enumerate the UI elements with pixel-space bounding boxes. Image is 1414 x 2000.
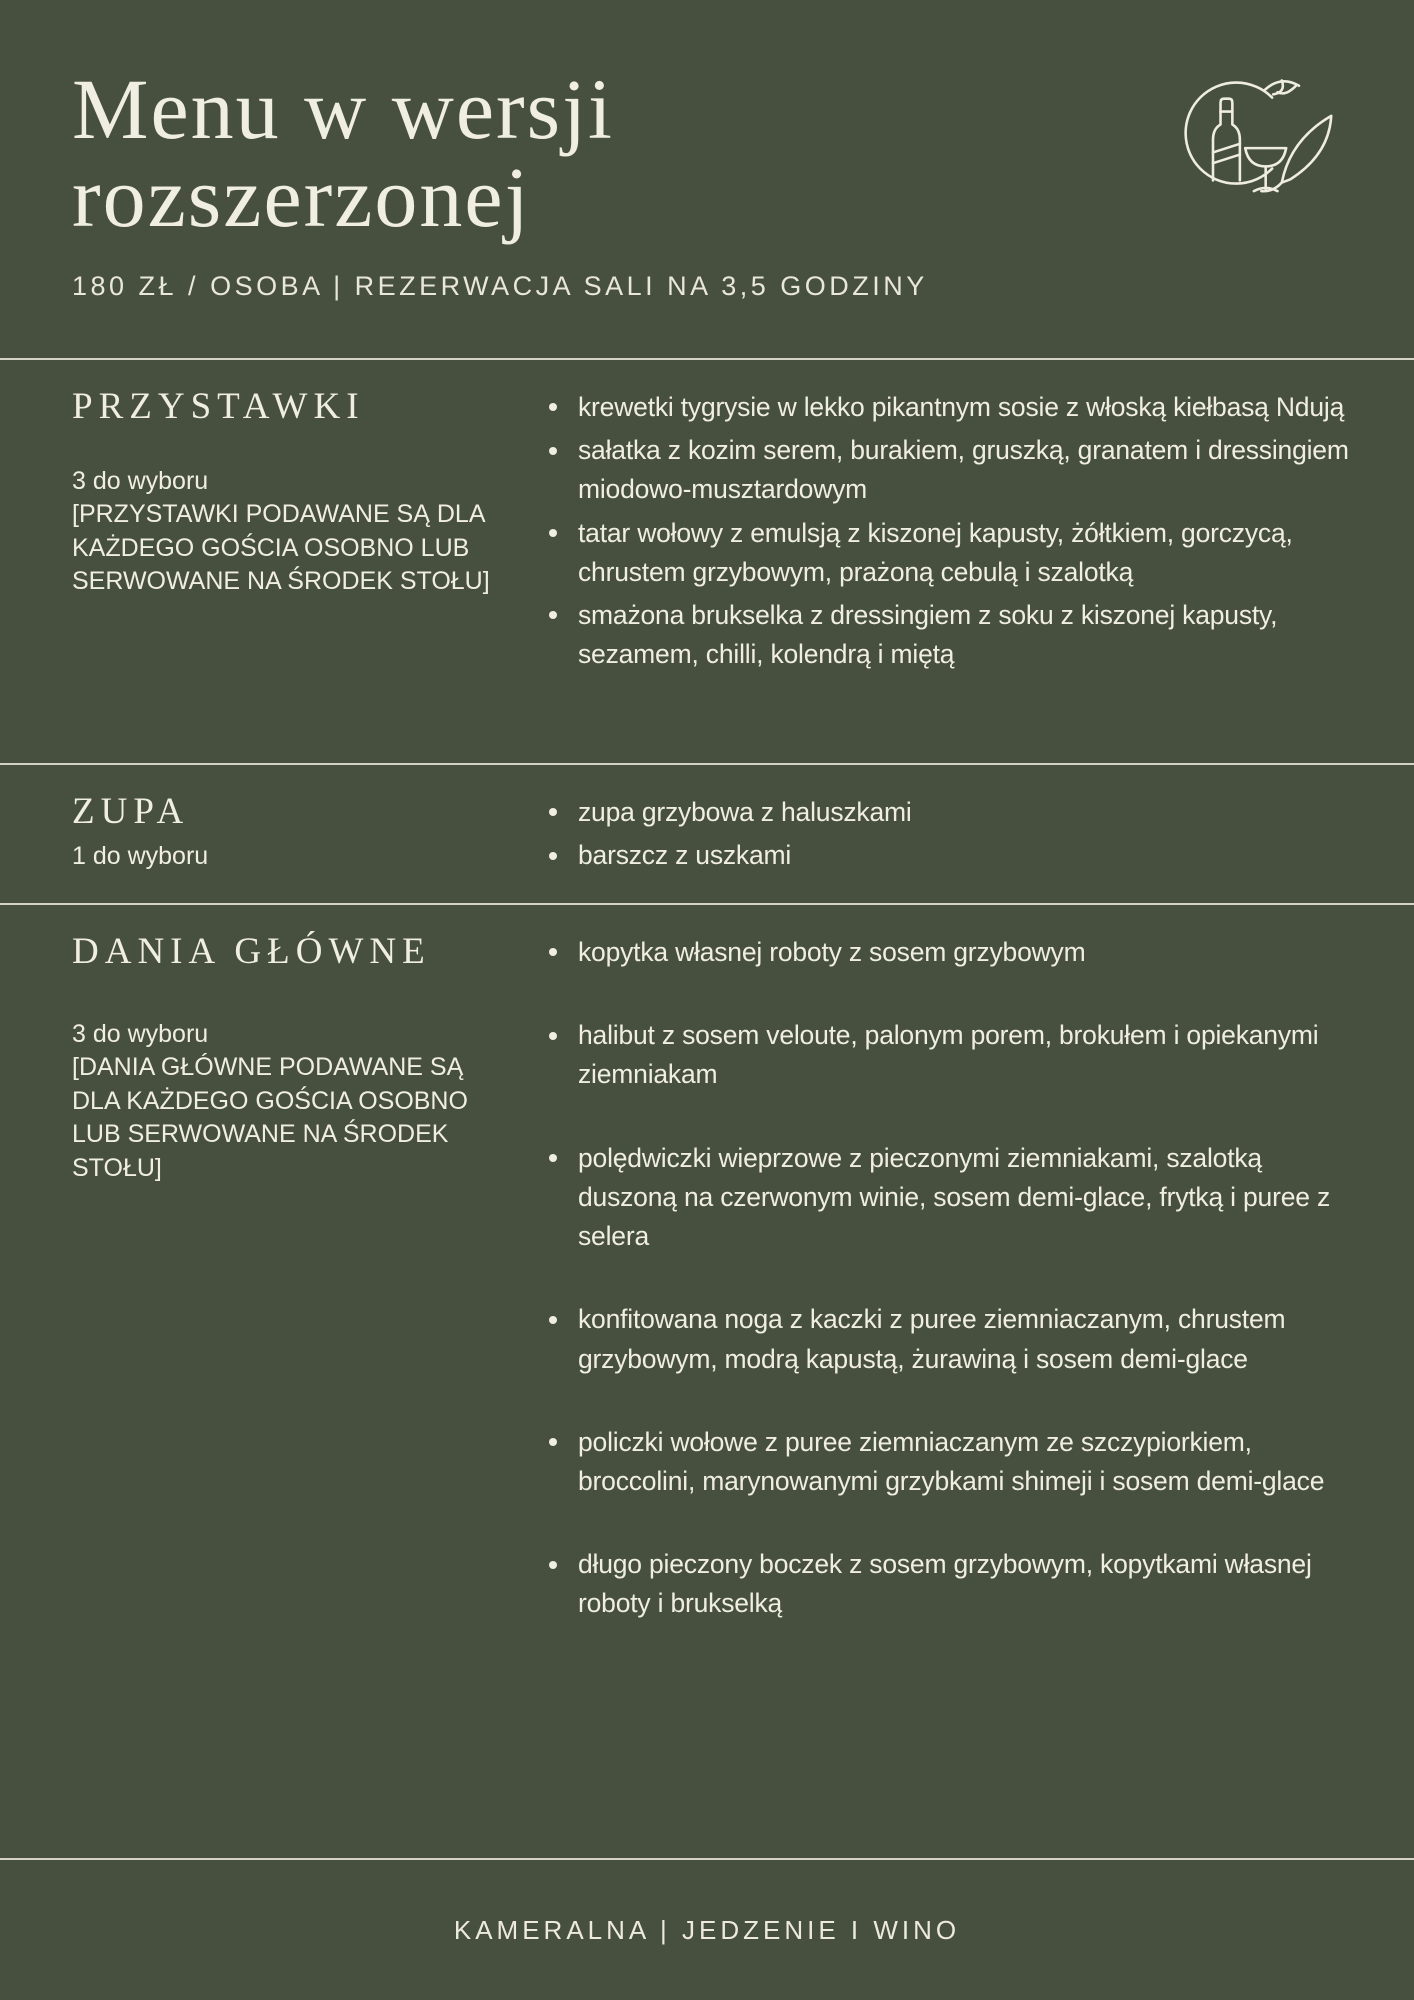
dish-item: barszcz z uszkami — [542, 836, 1356, 875]
dish-list — [542, 933, 1356, 1668]
footer-text: KAMERALNA | JEDZENIE I WINO — [453, 1914, 961, 1945]
wine-and-leaf-icon-svg — [1170, 62, 1342, 202]
section-note — [72, 465, 502, 599]
coupe-glass-bowl — [1245, 148, 1286, 166]
menu-section — [0, 763, 1414, 903]
page-subtitle: 180 ZŁ / OSOBA | REZERWACJA SALI NA 3,5 GODZINY — [72, 271, 928, 302]
section-heading: DANIA GŁÓWNE — [72, 931, 431, 972]
dish-item: zupa grzybowa z haluszkami — [542, 793, 1356, 832]
section-inner — [0, 360, 1414, 679]
menu-sections — [0, 358, 1414, 1858]
dish-list — [542, 388, 1356, 679]
section-inner — [0, 905, 1414, 1668]
menu-section — [0, 903, 1414, 1858]
section-heading: PRZYSTAWKI — [72, 386, 365, 427]
dish-item: kopytka własnej roboty z sosem grzybowym — [542, 933, 1356, 972]
note-count: 3 do wyboru — [72, 466, 209, 495]
note-count: 3 do wyboru — [72, 1019, 209, 1048]
header — [0, 0, 1414, 358]
dish-item: tatar wołowy z emulsją z kiszonej kapusty, żółtkiem, gorczycą, chrustem grzybowym, prażoną cebulą i szalotką — [542, 514, 1356, 592]
section-note — [72, 1018, 502, 1186]
menu-section — [0, 358, 1414, 763]
footer — [0, 1858, 1414, 2000]
section-left-column — [72, 386, 502, 679]
note-count: 1 do wyboru — [72, 841, 209, 870]
dish-item: sałatka z kozim serem, burakiem, gruszką, granatem i dressingiem miodowo-musztardowym — [542, 431, 1356, 509]
dish-item: konfitowana noga z kaczki z puree ziemniaczanym, chrustem grzybowym, modrą kapustą, żurawiną i sosem demi-glace — [542, 1300, 1356, 1378]
section-note — [72, 840, 502, 874]
section-heading: ZUPA — [72, 791, 190, 832]
leaf-icon — [1282, 116, 1331, 183]
dish-item: smażona brukselka z dressingiem z soku z kiszonej kapusty, sezamem, chilli, kolendrą i miętą — [542, 596, 1356, 674]
dish-item: krewetki tygrysie w lekko pikantnym sosie z włoską kiełbasą Ndują — [542, 388, 1356, 427]
dish-item: halibut z sosem veloute, palonym porem, brokułem i opiekanymi ziemniakam — [542, 1016, 1356, 1094]
sprig-leaf-2 — [1278, 85, 1297, 94]
bottle-label-line-1 — [1213, 144, 1240, 153]
note-detail: [PRZYSTAWKI PODAWANE SĄ DLA KAŻDEGO GOŚCIA OSOBNO LUB SERWOWANE NA ŚRODEK STOŁU] — [72, 500, 490, 596]
dish-item: policzki wołowe z puree ziemniaczanym ze szczypiorkiem, broccolini, marynowanymi grzybkami shimeji i sosem demi-glace — [542, 1423, 1356, 1501]
section-inner — [0, 765, 1414, 879]
dish-list — [542, 793, 1356, 879]
dish-item: polędwiczki wieprzowe z pieczonymi ziemniakami, szalotką duszoną na czerwonym winie, sosem demi-glace, frytką i puree z selera — [542, 1139, 1356, 1257]
wine-and-leaf-icon — [1170, 62, 1342, 202]
page-title: Menu w wersji rozszerzonej — [72, 61, 614, 245]
dish-item: długo pieczony boczek z sosem grzybowym, kopytkami własnej roboty i brukselką — [542, 1545, 1356, 1623]
section-left-column — [72, 791, 502, 879]
section-left-column — [72, 931, 502, 1668]
note-detail: [DANIA GŁÓWNE PODAWANE SĄ DLA KAŻDEGO GOŚCIA OSOBNO LUB SERWOWANE NA ŚRODEK STOŁU] — [72, 1053, 468, 1182]
bottle-label-line-2 — [1213, 155, 1240, 164]
